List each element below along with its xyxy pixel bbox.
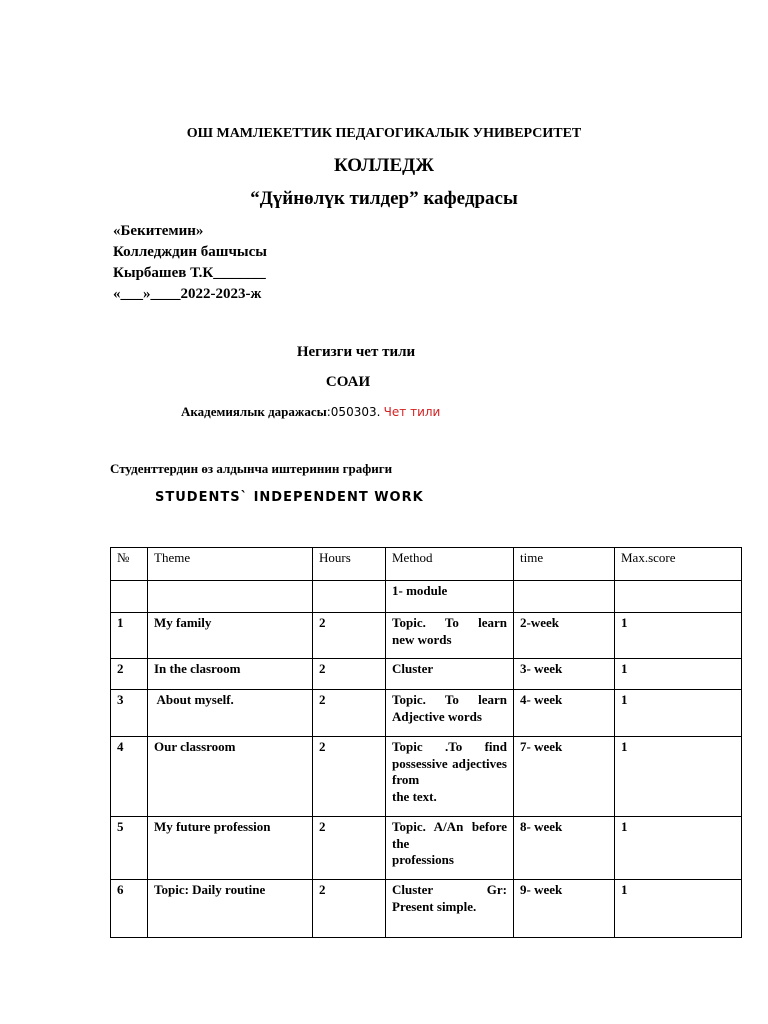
row-score: 1: [615, 690, 742, 737]
university-name: ОШ МАМЛЕКЕТТИК ПЕДАГОГИКАЛЫК УНИВЕРСИТЕТ: [186, 126, 582, 141]
independent-work-title: STUDENTS` INDEPENDENT WORK: [155, 490, 424, 505]
row-score: 1: [615, 613, 742, 659]
row-method: [386, 690, 514, 737]
row-time: 7- week: [514, 737, 615, 817]
row-method: [386, 817, 514, 880]
row-number: 1: [111, 613, 148, 659]
row-theme: In the clasroom: [148, 659, 313, 690]
table-row: [111, 737, 742, 817]
approval-name: Кырбашев Т.К_______: [113, 265, 266, 281]
row-method-line: the text.: [392, 788, 437, 804]
row-theme: My future profession: [148, 817, 313, 880]
empty-cell: [514, 581, 615, 613]
header-theme: Theme: [148, 548, 313, 581]
schedule-title: Студенттердин өз алдынча иштеринин графиги: [110, 461, 393, 476]
row-hours: 2: [313, 613, 386, 659]
department-title: “Дүйнөлүк тилдер” кафедрасы: [250, 188, 518, 209]
approval-date: «___»____2022-2023-ж: [113, 286, 262, 302]
row-score: 1: [615, 659, 742, 690]
row-score: 1: [615, 880, 742, 938]
degree-line: [181, 404, 440, 420]
table-row: [111, 817, 742, 880]
table-row: [111, 613, 742, 659]
approval-position: Колледждин башчысы: [113, 244, 268, 260]
degree-code: :050303.: [326, 405, 381, 419]
row-method-line: Topic. To learn: [392, 692, 507, 707]
header-method: Method: [386, 548, 514, 581]
row-method-line: Topic. To learn: [392, 615, 507, 630]
approval-line: «Бекитемин»: [113, 223, 204, 239]
row-number: 4: [111, 737, 148, 817]
independent-work-table: [110, 547, 742, 938]
row-number: 5: [111, 817, 148, 880]
empty-cell: [148, 581, 313, 613]
module-row: [111, 581, 742, 613]
row-method-line: Adjective words: [392, 708, 482, 724]
row-method: [386, 737, 514, 817]
row-number: 3: [111, 690, 148, 737]
row-hours: 2: [313, 880, 386, 938]
degree-specialty: Чет тили: [383, 405, 441, 419]
row-time: 9- week: [514, 880, 615, 938]
row-hours: 2: [313, 737, 386, 817]
degree-label: Академиялык даражасы: [181, 404, 327, 419]
row-theme: My family: [148, 613, 313, 659]
row-method: [386, 880, 514, 938]
header-hours: Hours: [313, 548, 386, 581]
table-header-row: [111, 548, 742, 581]
row-hours: 2: [313, 817, 386, 880]
header-time: time: [514, 548, 615, 581]
college-title: КОЛЛЕДЖ: [334, 155, 434, 176]
row-score: 1: [615, 737, 742, 817]
approval-block: [113, 221, 267, 305]
row-theme: About myself.: [148, 690, 313, 737]
row-method-line: new words: [392, 631, 452, 647]
row-time: 2-week: [514, 613, 615, 659]
table-row: [111, 690, 742, 737]
row-method: [386, 613, 514, 659]
header-number: №: [111, 548, 148, 581]
row-hours: 2: [313, 690, 386, 737]
row-theme: Our classroom: [148, 737, 313, 817]
table-row: [111, 659, 742, 690]
header-max-score: Max.score: [615, 548, 742, 581]
soai-title: СОАИ: [325, 374, 371, 390]
table-row: [111, 880, 742, 938]
row-time: 3- week: [514, 659, 615, 690]
row-theme: Topic: Daily routine: [148, 880, 313, 938]
row-time: 8- week: [514, 817, 615, 880]
row-method-line: Topic. A/An before the: [392, 819, 507, 851]
empty-cell: [313, 581, 386, 613]
row-number: 2: [111, 659, 148, 690]
row-method-line: professions: [392, 852, 454, 867]
empty-cell: [111, 581, 148, 613]
row-method-line: Present simple.: [392, 898, 477, 914]
row-number: 6: [111, 880, 148, 938]
row-score: 1: [615, 817, 742, 880]
row-hours: 2: [313, 659, 386, 690]
empty-cell: [615, 581, 742, 613]
row-method: Cluster: [386, 659, 514, 690]
module-label: 1- module: [386, 581, 514, 613]
row-time: 4- week: [514, 690, 615, 737]
row-method-line: Cluster Gr:: [392, 882, 507, 897]
subject-title: Негизги чет тили: [296, 344, 416, 360]
row-method-line: Topic .To find possessive adjectives from: [392, 739, 507, 787]
